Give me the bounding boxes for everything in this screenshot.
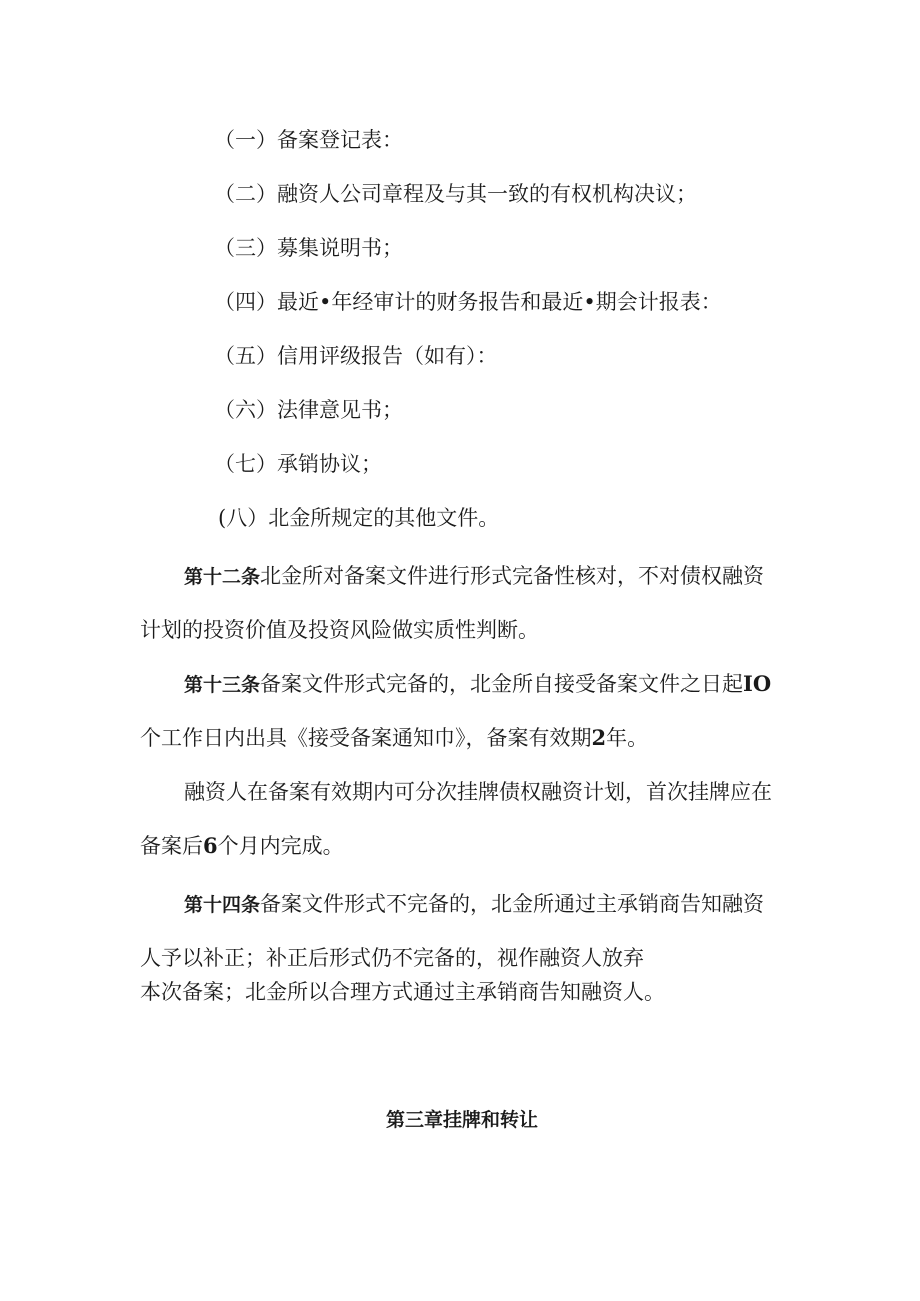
article-14-label: 第十四条	[184, 894, 261, 916]
article-13-line-1	[184, 671, 771, 698]
article-13-label: 第十三条	[184, 674, 261, 696]
listing-paragraph-line-2	[140, 833, 344, 859]
article-12-label: 第十二条	[184, 566, 261, 588]
article-12-text-1: 北金所对备案文件进行形式完备性核对，不对债权融资	[260, 564, 765, 588]
article-13-days-number: IO	[743, 671, 772, 696]
list-item-7: （七）承销协议；	[214, 452, 382, 476]
chapter-heading: 第三章挂牌和转让	[386, 1109, 539, 1131]
article-13-text-2a: 个工作日内出具《接受备案通知巾》，备案有效期	[140, 726, 592, 750]
article-14-line-3: 本次备案；北金所以合理方式通过主承销商告知融资人。	[140, 980, 665, 1004]
article-14-text-1: 备案文件形式不完备的，北金所通过主承销商告知融资	[260, 892, 765, 916]
article-13-line-2	[140, 725, 648, 751]
article-14-line-2: 人予以补正；补正后形式仍不完备的，视作融资人放弃	[140, 946, 644, 970]
listing-text-2a: 备案后	[140, 834, 203, 858]
listing-months-number: 6	[203, 833, 218, 858]
article-13-years-number: 2	[591, 725, 607, 750]
list-item-3: （三）募集说明书；	[214, 236, 403, 260]
list-item-2: （二）融资人公司章程及与其一致的有权机构决议；	[214, 182, 697, 206]
article-12-line-1	[184, 563, 764, 590]
article-13-text-1: 备案文件形式完备的，北金所自接受备案文件之日起	[260, 672, 744, 696]
listing-text-2b: 个月内完成。	[217, 834, 344, 858]
listing-paragraph-line-1: 融资人在备案有效期内可分次挂牌债权融资计划，首次挂牌应在	[184, 780, 772, 804]
list-item-6: （六）法律意见书；	[214, 398, 403, 422]
list-item-8: (八）北金所规定的其他文件。	[218, 506, 500, 530]
article-13-text-2b: 年。	[606, 726, 649, 750]
list-item-1: （一）备案登记表：	[214, 128, 403, 152]
list-item-4: （四）最近•年经审计的财务报告和最近•期会计报表：	[214, 290, 722, 314]
list-item-5: （五）信用评级报告（如有）：	[214, 344, 498, 368]
article-14-line-1	[184, 891, 764, 918]
article-12-line-2: 计划的投资价值及投资风险做实质性判断。	[140, 618, 539, 642]
